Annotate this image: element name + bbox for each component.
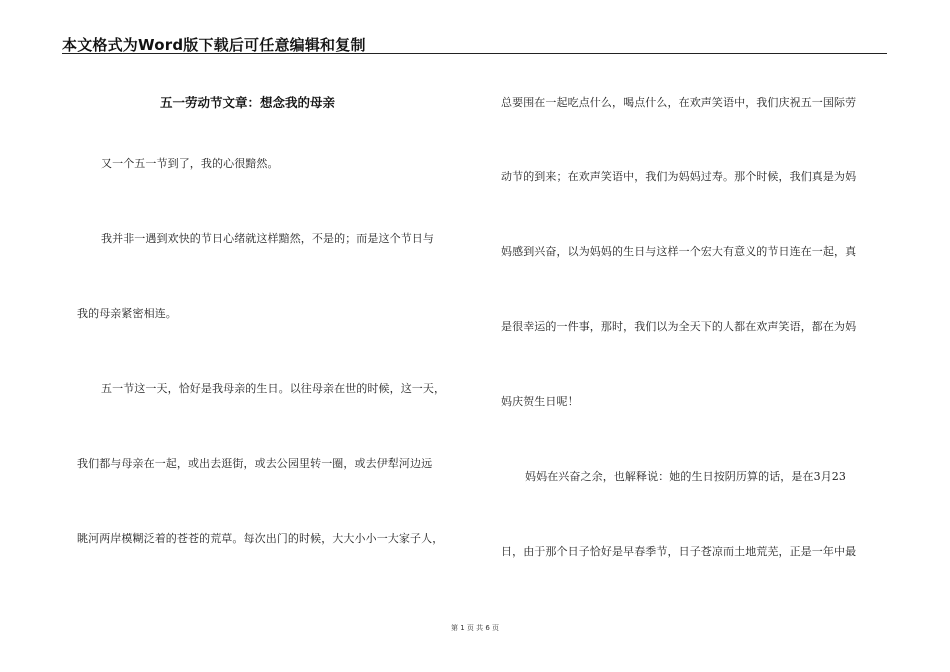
- paragraph-line: 我们都与母亲在一起，或出去逛街，或去公园里转一圈，或去伊犁河边远: [77, 457, 433, 470]
- paragraph-line: 妈感到兴奋，以为妈妈的生日与这样一个宏大有意义的节日连在一起，真: [501, 245, 857, 258]
- paragraph-line: 我的母亲紧密相连。: [77, 307, 177, 320]
- paragraph-line: 妈庆贺生日呢！: [501, 395, 579, 408]
- paragraph-line: 又一个五一节到了，我的心很黯然。: [101, 157, 279, 170]
- paragraph-line: 五一节这一天，恰好是我母亲的生日。以往母亲在世的时候，这一天，: [101, 382, 446, 395]
- paragraph-line: 是很幸运的一件事，那时，我们以为全天下的人都在欢声笑语，都在为妈: [501, 320, 857, 333]
- paragraph-line: 总要围在一起吃点什么，喝点什么，在欢声笑语中，我们庆祝五一国际劳: [501, 96, 857, 109]
- document-header: 本文格式为Word版下载后可任意编辑和复制: [62, 36, 366, 54]
- paragraph-line: 动节的到来；在欢声笑语中，我们为妈妈过寿。那个时候，我们真是为妈: [501, 170, 857, 183]
- paragraph-line: 妈妈在兴奋之余，也解释说：她的生日按阴历算的话，是在3月23: [525, 470, 846, 483]
- paragraph-line: 眺河两岸模糊泛着的苍苍的荒草。每次出门的时候，大大小小一大家子人，: [77, 532, 444, 545]
- header-divider: [62, 53, 887, 54]
- article-title: 五一劳动节文章：想念我的母亲: [160, 95, 336, 110]
- page-number: 第 1 页 共 6 页: [450, 624, 500, 632]
- paragraph-line: 日，由于那个日子恰好是早春季节，日子苍凉而土地荒芜，正是一年中最: [501, 545, 857, 558]
- paragraph-line: 我并非一遇到欢快的节日心绪就这样黯然，不是的；而是这个节日与: [101, 232, 434, 245]
